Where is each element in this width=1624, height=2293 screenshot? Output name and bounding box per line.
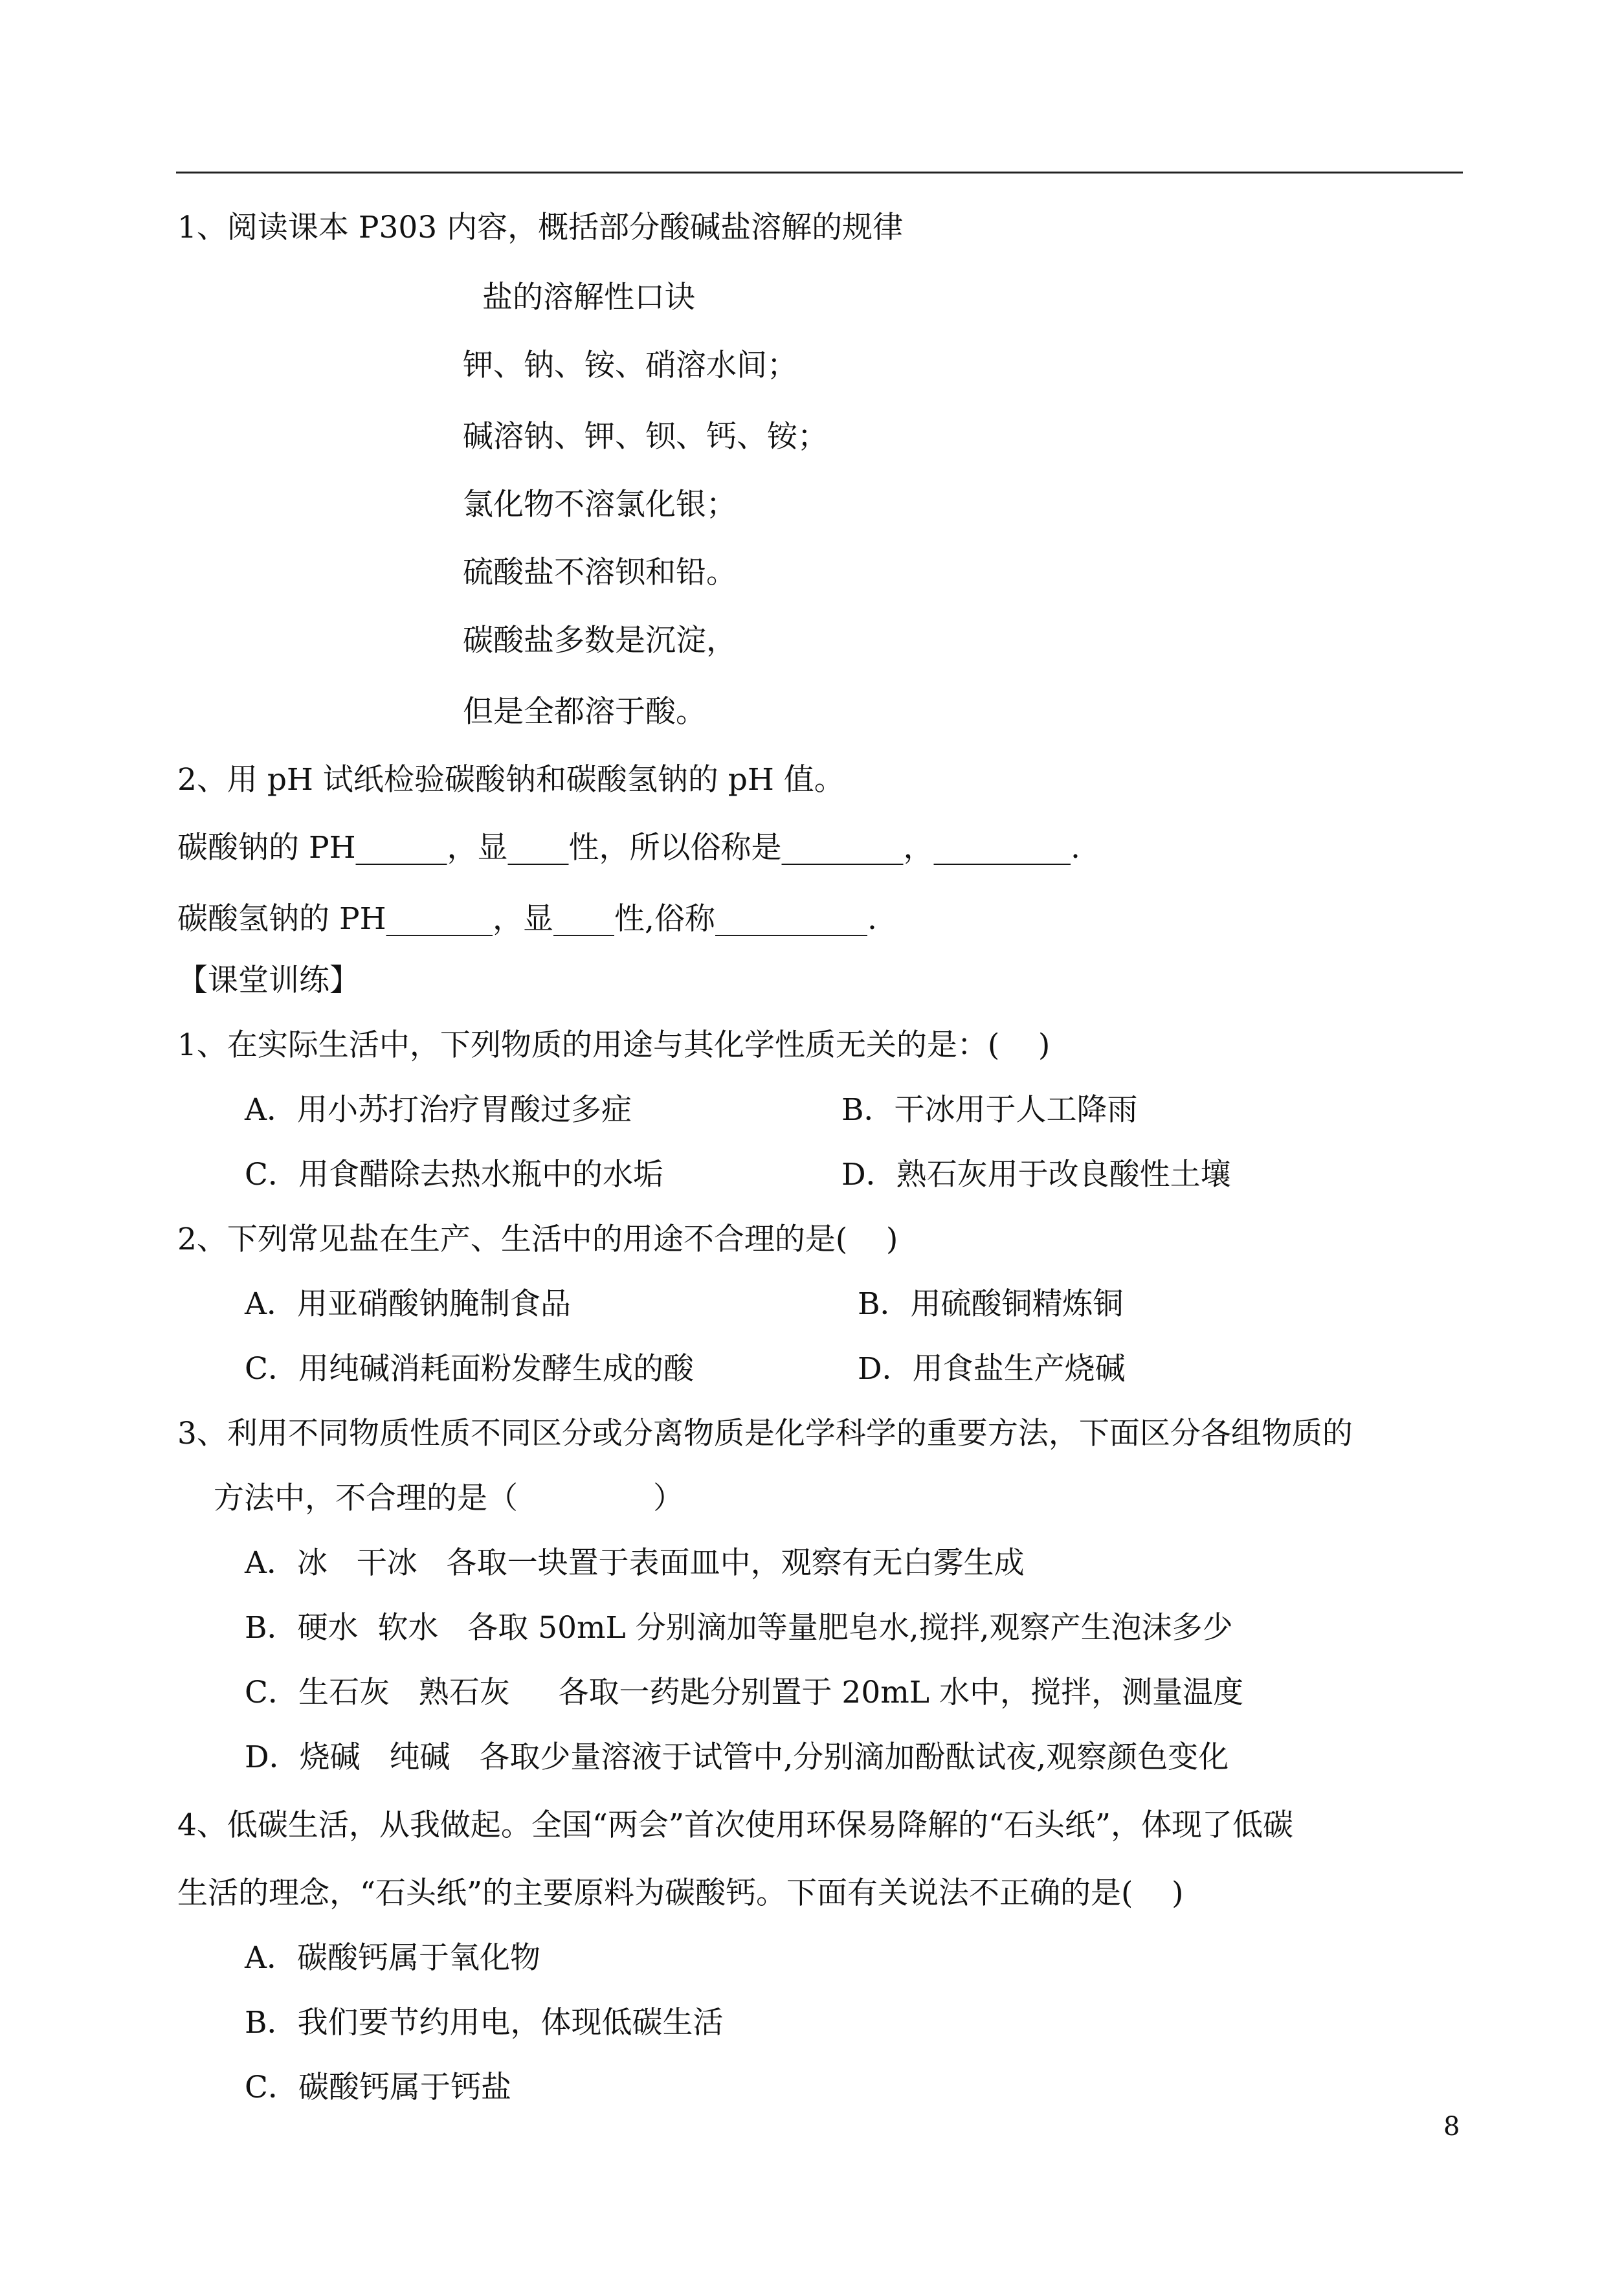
training-q3-stem-cont: 方法中，不合理的是（ ） xyxy=(214,1481,684,1516)
option-c: C．生石灰 熟石灰 各取一药匙分别置于 20mL 水中，搅拌，测量温度 xyxy=(245,1675,1243,1710)
option-b: B．用硫酸铜精炼铜 xyxy=(858,1286,1124,1322)
training-q3-stem: 3、利用不同物质性质不同区分或分离物质是化学科学的重要方法，下面区分各组物质的 xyxy=(177,1416,1353,1451)
option-c: C．用食醋除去热水瓶中的水垢 xyxy=(245,1157,663,1192)
question-2: 2、用 pH 试纸检验碳酸钠和碳酸氢钠的 pH 值。 xyxy=(177,762,845,798)
option-b: B．我们要节约用电，体现低碳生活 xyxy=(245,2005,724,2041)
option-d: D．用食盐生产烧碱 xyxy=(858,1351,1126,1387)
option-b: B．干冰用于人工降雨 xyxy=(841,1092,1138,1128)
header-rule xyxy=(176,172,1463,173)
option-c: C．碳酸钙属于钙盐 xyxy=(245,2070,511,2105)
page-number: 8 xyxy=(1443,2112,1460,2142)
fill-in-sodium-bicarbonate: 碳酸氢钠的 PH_______，显____性,俗称__________. xyxy=(177,901,877,937)
poem-line: 碳酸盐多数是沉淀， xyxy=(463,623,737,658)
option-a: A．碳酸钙属于氧化物 xyxy=(245,1940,540,1976)
poem-line: 钾、钠、铵、硝溶水间； xyxy=(463,348,797,383)
option-a: A．用小苏打治疗胃酸过多症 xyxy=(245,1092,632,1128)
question-1: 1、阅读课本 P303 内容，概括部分酸碱盐溶解的规律 xyxy=(177,210,904,245)
fill-in-sodium-carbonate: 碳酸钠的 PH______，显____性，所以俗称是________，_________. xyxy=(177,830,1080,866)
option-a: A．用亚硝酸钠腌制食品 xyxy=(245,1286,571,1322)
section-heading: 【课堂训练】 xyxy=(177,963,360,998)
poem-line: 但是全都溶于酸。 xyxy=(463,694,706,730)
training-q4-stem-cont: 生活的理念，“石头纸”的主要原料为碳酸钙。下面有关说法不正确的是( ) xyxy=(177,1875,1184,1911)
poem-line: 硫酸盐不溶钡和铅。 xyxy=(463,555,737,590)
option-b: B．硬水 软水 各取 50mL 分别滴加等量肥皂水,搅拌,观察产生泡沫多少 xyxy=(245,1610,1233,1646)
poem-title: 盐的溶解性口诀 xyxy=(482,280,695,315)
option-c: C．用纯碱消耗面粉发酵生成的酸 xyxy=(245,1351,694,1387)
training-q4-stem: 4、低碳生活，从我做起。全国“两会”首次使用环保易降解的“石头纸”，体现了低碳 xyxy=(177,1807,1294,1843)
option-a: A．冰 干冰 各取一块置于表面皿中，观察有无白雾生成 xyxy=(245,1545,1025,1581)
poem-line: 碱溶钠、钾、钡、钙、铵； xyxy=(463,419,828,454)
option-d: D．烧碱 纯碱 各取少量溶液于试管中,分别滴加酚酞试夜,观察颜色变化 xyxy=(245,1739,1229,1775)
option-d: D．熟石灰用于改良酸性土壤 xyxy=(841,1157,1231,1192)
training-q2-stem: 2、下列常见盐在生产、生活中的用途不合理的是( ) xyxy=(177,1222,898,1257)
training-q1-stem: 1、在实际生活中，下列物质的用途与其化学性质无关的是：( ) xyxy=(177,1027,1051,1063)
poem-line: 氯化物不溶氯化银； xyxy=(463,487,737,522)
